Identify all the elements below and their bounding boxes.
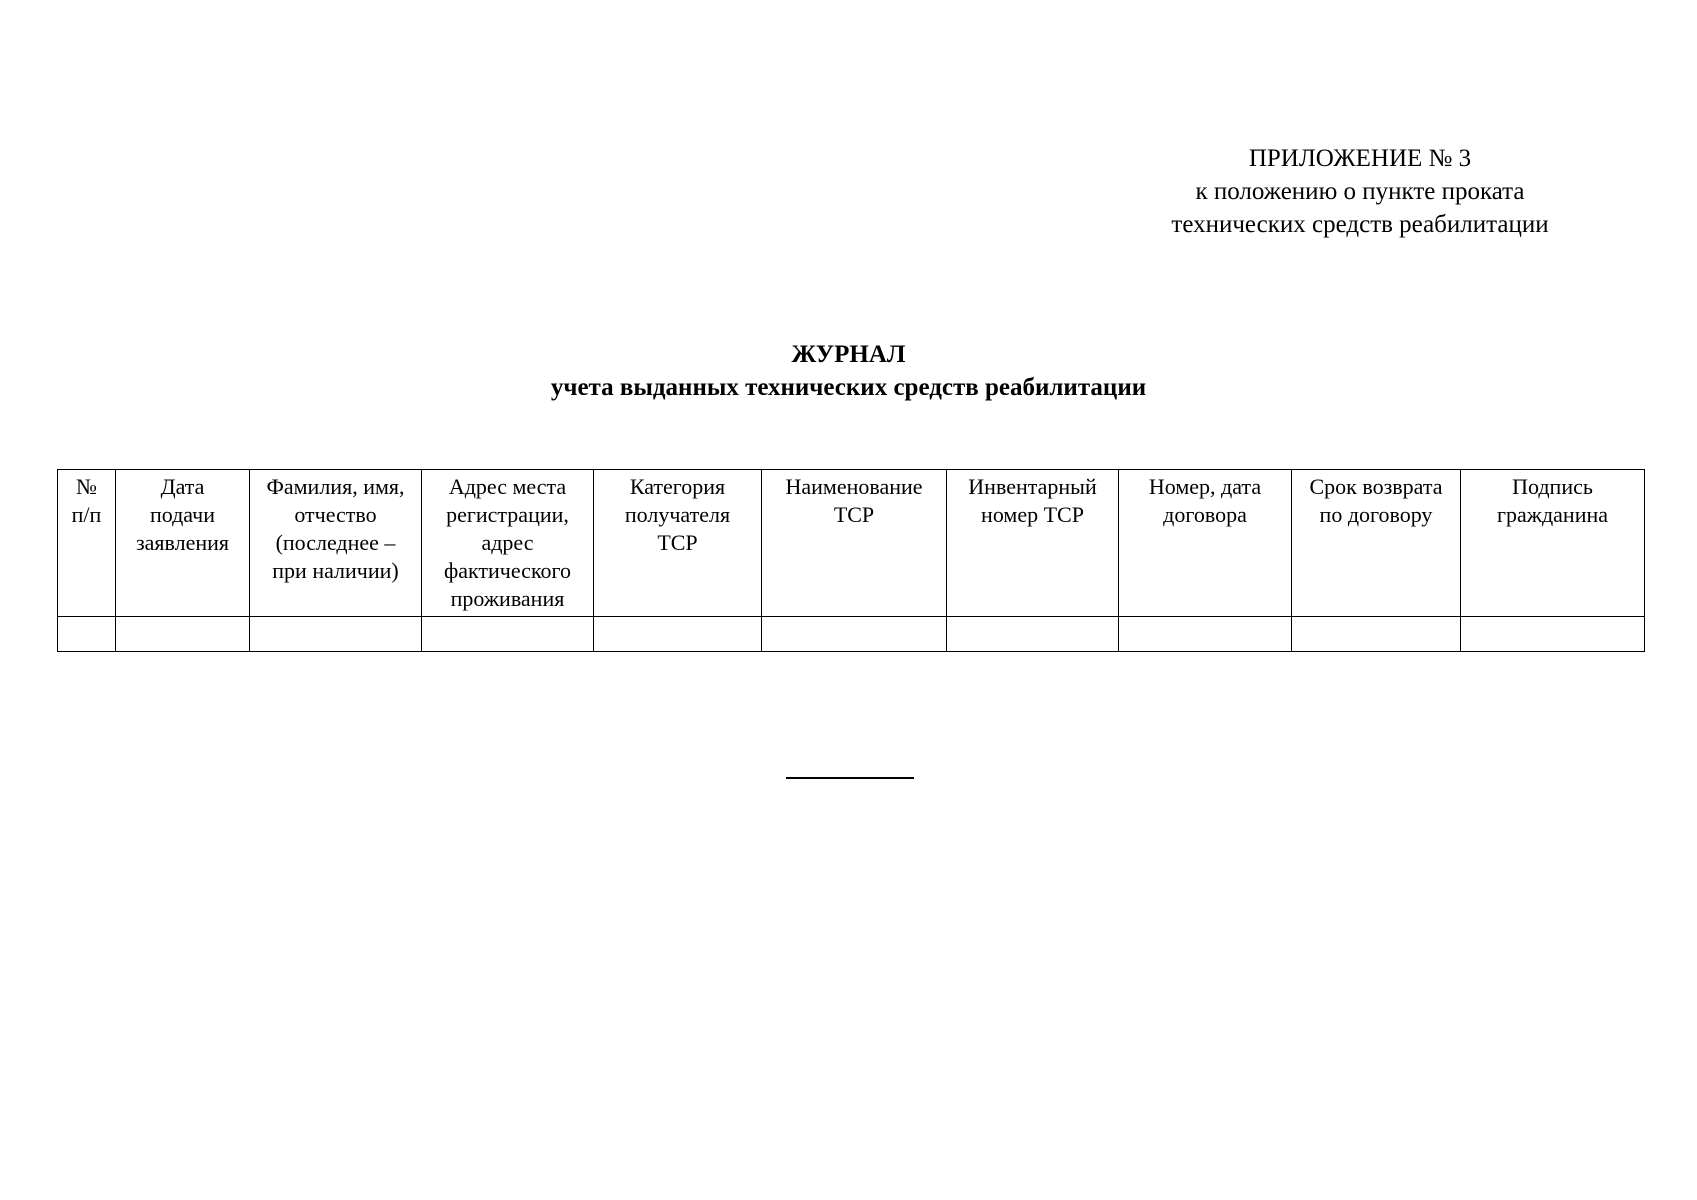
column-header-item-name: Наименование ТСР bbox=[762, 470, 947, 617]
table-cell bbox=[58, 617, 116, 652]
table-cell bbox=[1292, 617, 1461, 652]
column-header-address: Адрес места регистрации, адрес фактического проживания bbox=[422, 470, 594, 617]
column-header-inventory-number: Инвентарный номер ТСР bbox=[947, 470, 1119, 617]
column-header-recipient-category: Категория получателя ТСР bbox=[594, 470, 762, 617]
table-cell bbox=[250, 617, 422, 652]
table-cell bbox=[762, 617, 947, 652]
table-cell bbox=[1119, 617, 1292, 652]
column-header-signature: Подпись гражданина bbox=[1461, 470, 1645, 617]
table-row bbox=[58, 617, 1645, 652]
title-main: ЖУРНАЛ bbox=[791, 341, 906, 368]
appendix-reference-cont: технических средств реабилитации bbox=[1171, 211, 1549, 238]
table-cell bbox=[594, 617, 762, 652]
appendix-header bbox=[1100, 142, 1620, 241]
column-header-return-deadline: Срок возврата по договору bbox=[1292, 470, 1461, 617]
column-header-full-name: Фамилия, имя, отчество (последнее – при наличии) bbox=[250, 470, 422, 617]
column-header-number: № п/п bbox=[58, 470, 116, 617]
column-header-contract: Номер, дата договора bbox=[1119, 470, 1292, 617]
table-cell bbox=[1461, 617, 1645, 652]
table-cell bbox=[116, 617, 250, 652]
appendix-number: ПРИЛОЖЕНИЕ № 3 bbox=[1248, 145, 1472, 172]
journal-table bbox=[57, 469, 1645, 652]
document-title bbox=[0, 338, 1697, 404]
end-of-document-line bbox=[786, 777, 914, 779]
table-header-row bbox=[58, 470, 1645, 617]
table-cell bbox=[422, 617, 594, 652]
title-subtitle: учета выданных технических средств реабилитации bbox=[550, 374, 1147, 401]
table-cell bbox=[947, 617, 1119, 652]
column-header-application-date: Дата подачи заявления bbox=[116, 470, 250, 617]
appendix-reference: к положению о пункте проката bbox=[1195, 178, 1525, 205]
